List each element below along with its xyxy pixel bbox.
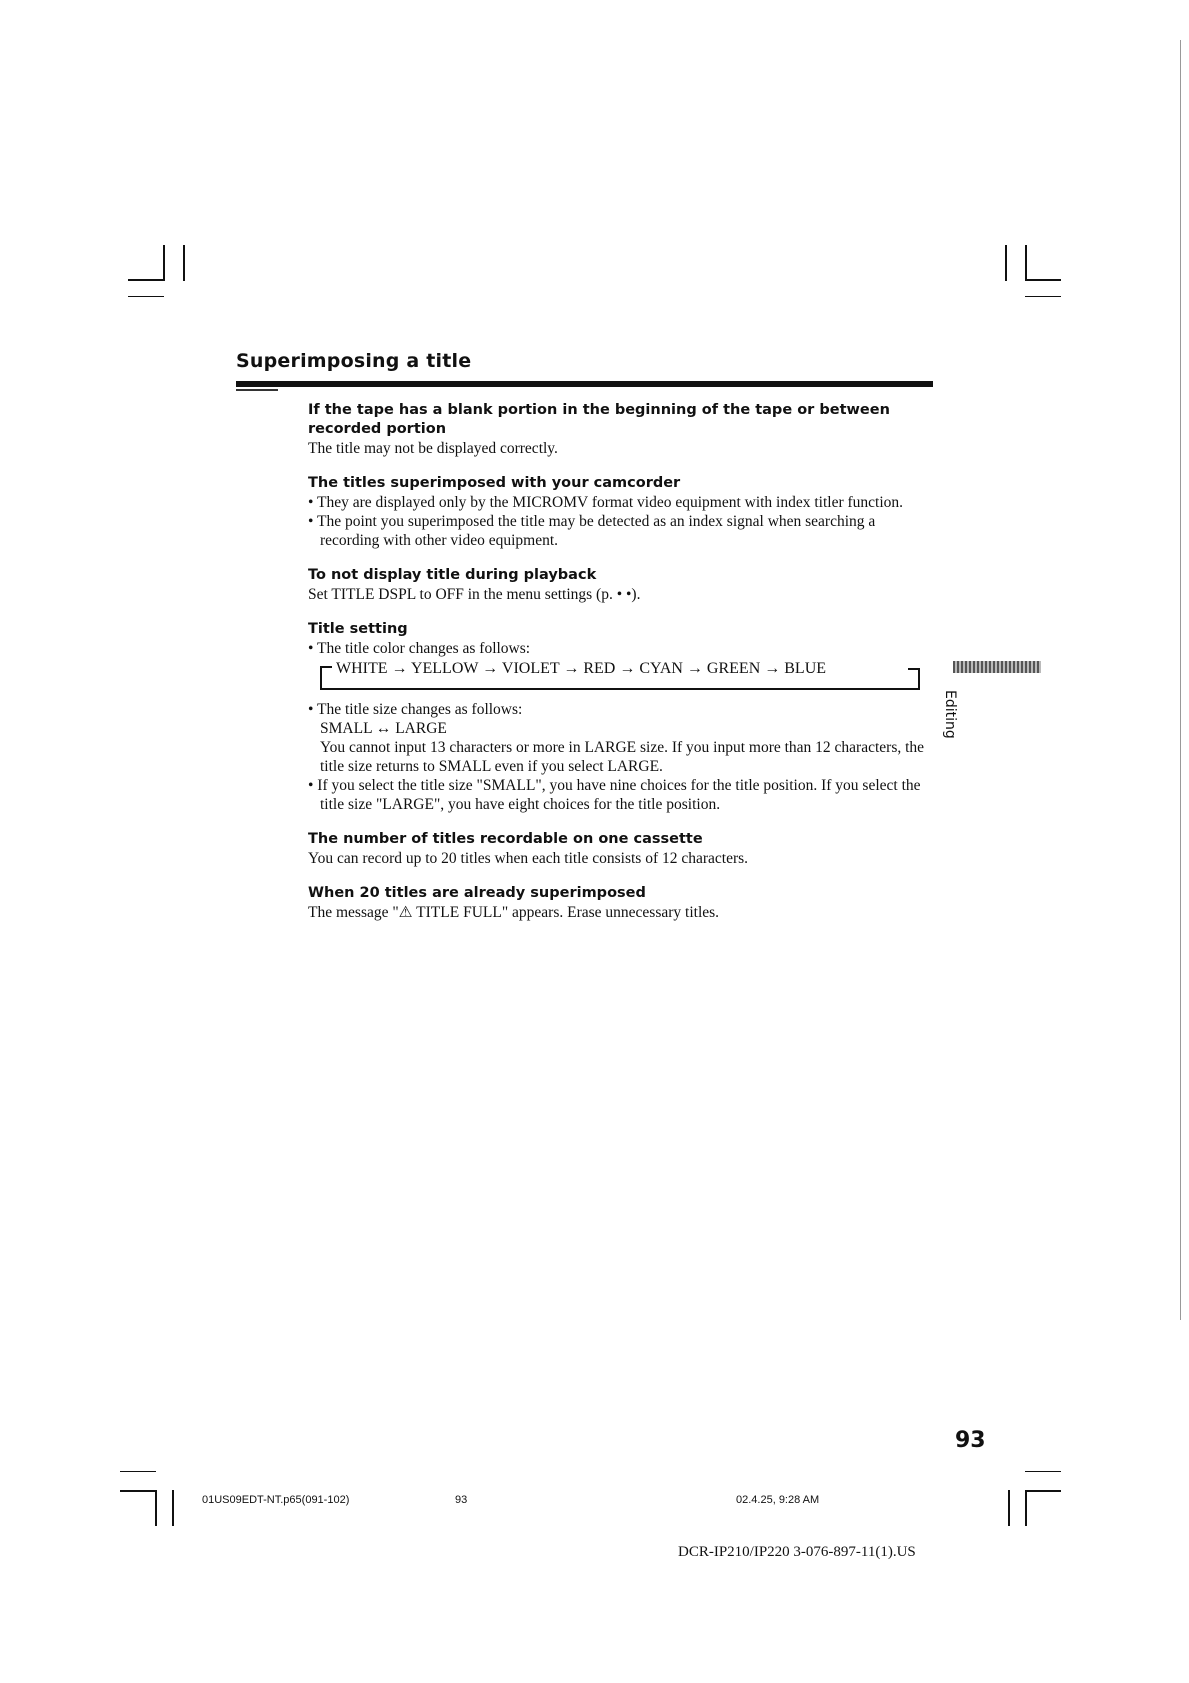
block-heading: The titles superimposed with your camcorder [308,475,681,491]
footer-page: 93 [455,1494,468,1506]
position-note: • If you select the title size "SMALL", you have nine choices for the title position. If you select the title size "LARGE", you have eight choices for the title position. [308,777,921,813]
block-heading: To not display title during playback [308,567,597,583]
size-intro: • The title size changes as follows: [308,701,523,718]
footer-model: DCR-IP210/IP220 3-076-897-11(1).US [678,1544,916,1560]
blank-portion-block [308,401,928,458]
block-heading: The number of titles recordable on one cassette [308,831,703,847]
block-body: Set TITLE DSPL to OFF in the menu settings (p. • •). [308,586,641,603]
crop-mark [1025,1490,1027,1526]
crop-mark [1025,279,1061,281]
block-heading: If the tape has a blank portion in the beginning of the tape or between recorded portion [308,402,890,437]
camcorder-titles-block [308,474,928,550]
cycle-arrow-line [320,666,332,668]
color-intro: • The title color changes as follows: [308,640,531,657]
cycle-arrow-line [918,668,920,690]
size-note: You cannot input 13 characters or more in LARGE size. If you input more than 12 characters, the title size returns to SMALL even if you select LARGE. [320,739,925,775]
crop-mark [1025,296,1061,297]
crop-mark [155,1490,157,1526]
crop-mark [1025,1490,1061,1492]
crop-mark [1005,245,1007,281]
color-cycle-text: WHITE → YELLOW → VIOLET → RED → CYAN → GREEN → BLUE [336,660,827,677]
title-rule-accent [236,389,278,391]
block-heading: When 20 titles are already superimposed [308,885,646,901]
page-number: 93 [955,1428,986,1453]
scan-edge-line [1180,40,1181,1320]
crop-mark [172,1490,174,1526]
crop-mark [163,245,165,281]
no-display-block [308,566,928,604]
recordable-count-block [308,830,928,868]
cycle-arrow-line [908,668,920,670]
size-cycle: SMALL ↔ LARGE [320,720,447,737]
block-body: The message "⚠ TITLE FULL" appears. Erase unnecessary titles. [308,904,720,921]
color-cycle-diagram [308,658,928,692]
crop-mark [128,296,164,297]
crop-mark [183,245,185,281]
bullet-item: • The point you superimposed the title may be detected as an index signal when searching a recording with other video equipment. [308,513,876,549]
crop-mark [1025,245,1027,281]
block-body: You can record up to 20 titles when each title consists of 12 characters. [308,850,749,867]
crop-mark [120,1471,156,1472]
bullet-item: • They are displayed only by the MICROMV format video equipment with index titler function. [308,494,904,511]
chapter-side-label: Editing [942,690,958,739]
footer-filename: 01US09EDT-NT.p65(091-102) [202,1494,350,1506]
section-title: Superimposing a title [236,350,472,372]
content-column [308,401,928,938]
crop-mark [128,279,164,281]
footer-date: 02.4.25, 9:28 AM [736,1494,820,1506]
title-full-block [308,884,928,922]
block-body: The title may not be displayed correctly. [308,440,558,457]
chapter-tab-marker [953,661,1041,673]
title-rule [236,381,933,387]
cycle-arrow-line [320,666,322,690]
block-heading: Title setting [308,621,408,637]
crop-mark [1025,1471,1061,1472]
title-setting-block [308,620,928,814]
crop-mark [120,1490,156,1492]
cycle-arrow-line [320,688,920,690]
crop-mark [1008,1490,1010,1526]
